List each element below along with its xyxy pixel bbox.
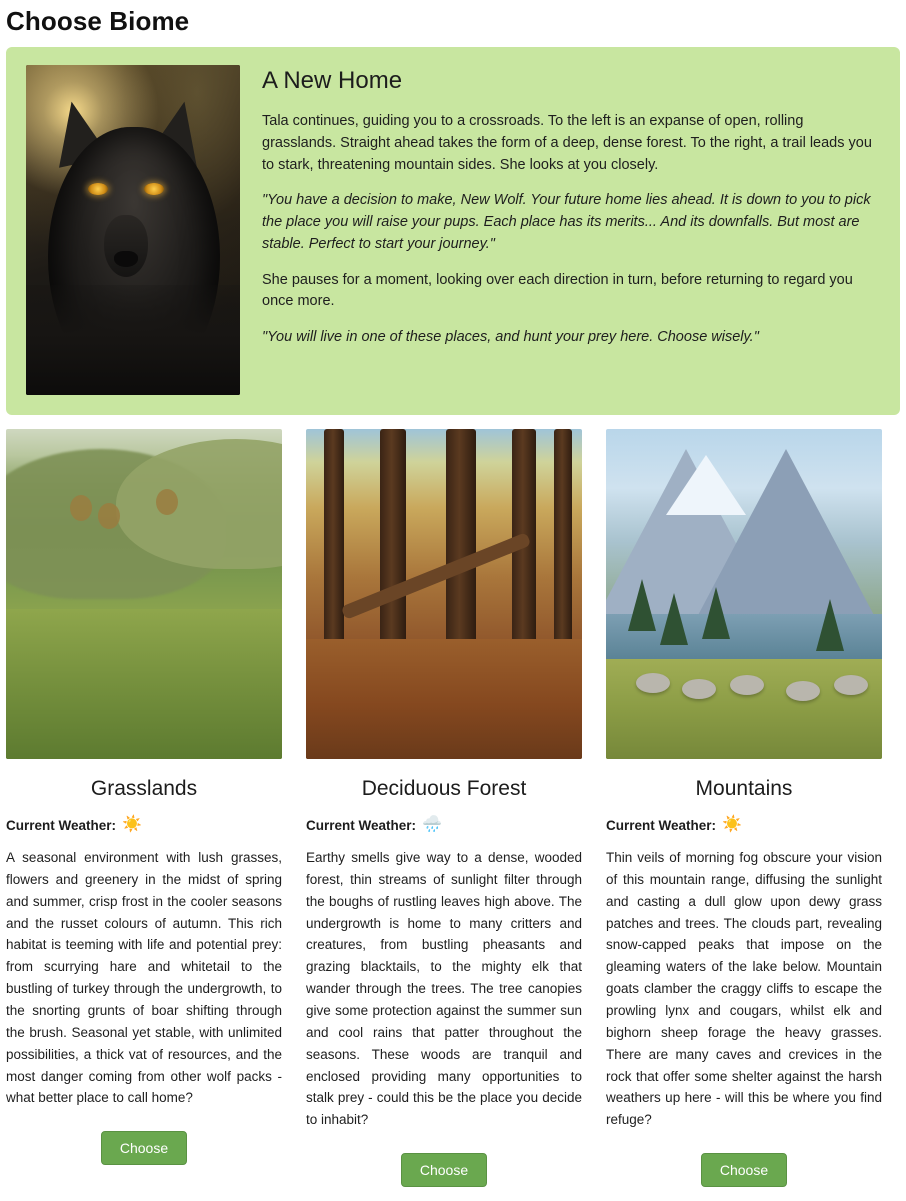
weather-label: Current Weather: bbox=[6, 817, 117, 833]
rain-cloud-icon: 🌧️ bbox=[422, 816, 442, 833]
biome-description-mountains: Thin veils of morning fog obscure your vision of this mountain range, diffusing the sunlight and casting a dull glow upon dewy grass patches and trees. The clouds part, revealing snow-capped peaks that impose on the gleaming waters of the lake below. Mountain goats clamber the craggy cliffs to escape the prowling lynx and cougars, whilst elk and bighorn sheep forage the heavy grasses. There are many caves and crevices in the rock that offer some shelter against the harsh weathers up here - will this be where you find refuge? bbox=[606, 850, 882, 1128]
choose-button-grasslands[interactable]: Choose bbox=[101, 1131, 187, 1165]
grass-field bbox=[6, 609, 282, 759]
mountain-conifer-2 bbox=[660, 593, 688, 645]
intro-paragraph-4: "You will live in one of these places, and hunt your prey here. Choose wisely." bbox=[262, 329, 759, 345]
biome-description-deciduous-forest: Earthy smells give way to a dense, wooded forest, thin streams of sunlight filter through the boughs of rustling leaves high above. The undergrowth is home to many critters and creatures, from bustling pheasants and grazing blacktails, to the mighty elk that wander through the trees. The tree canopies give some protection against the summer sun and cool rains that patter throughout the seasons. These woods are tranquil and enclosed providing many opportunities to stalk prey - could this be the place you decide to inhabit? bbox=[306, 850, 582, 1128]
weather-label: Current Weather: bbox=[306, 817, 417, 833]
choose-button-deciduous-forest[interactable]: Choose bbox=[401, 1153, 487, 1187]
intro-heading: A New Home bbox=[262, 67, 403, 94]
sun-icon: ☀️ bbox=[122, 816, 142, 833]
mountain-conifer-3 bbox=[702, 587, 730, 639]
wolf-eye-right bbox=[144, 183, 164, 195]
intro-panel bbox=[6, 47, 900, 415]
intro-paragraph-1: Tala continues, guiding you to a crossroads. To the left is an expanse of open, rolling grasslands. Straight ahead takes the form of a deep, dense forest. To the right, a trail leads you to stark, threatening mountain sides. She looks at you closely. bbox=[262, 113, 872, 173]
wolf-portrait-image bbox=[26, 65, 240, 395]
intro-paragraph-2: "You have a decision to make, New Wolf. Your future home lies ahead. It is down to you to pick the place you will raise your pups. Each place has its merits... And its downfalls. But most are stable. Perfect to start your journey." bbox=[262, 192, 871, 252]
mountain-rock-2 bbox=[682, 679, 716, 699]
mountain-conifer-1 bbox=[628, 579, 656, 631]
biome-card-grasslands bbox=[6, 429, 282, 1201]
biome-name-deciduous-forest: Deciduous Forest bbox=[361, 777, 527, 800]
mountain-rock-1 bbox=[636, 673, 670, 693]
weather-row-grasslands bbox=[6, 817, 282, 833]
intro-paragraph-3: She pauses for a moment, looking over each direction in turn, before returning to regard you once more. bbox=[262, 271, 853, 310]
weather-row-mountains bbox=[606, 817, 882, 833]
intro-text-block bbox=[262, 65, 880, 363]
biome-card-mountains bbox=[606, 429, 882, 1201]
choose-row-grasslands bbox=[6, 1131, 282, 1179]
sun-icon: ☀️ bbox=[722, 816, 742, 833]
mountain-rock-4 bbox=[786, 681, 820, 701]
choose-button-mountains[interactable]: Choose bbox=[701, 1153, 787, 1187]
biome-name-grasslands: Grasslands bbox=[90, 777, 198, 800]
wolf-nose bbox=[114, 251, 138, 267]
weather-row-deciduous-forest bbox=[306, 817, 582, 833]
mountain-rock-5 bbox=[834, 675, 868, 695]
grass-tree-1 bbox=[70, 495, 92, 521]
forest-fallen-log bbox=[341, 532, 532, 620]
deciduous-forest-image[interactable] bbox=[306, 429, 582, 759]
biome-description-grasslands: A seasonal environment with lush grasses, flowers and greenery in the midst of spring and summer, crisp frost in the cooler seasons and the russet colours of autumn. This rich habitat is teeming with life and potential prey: from scurrying hare and whitetail to the bustling of turkey through the undergrowth, to the snorting grunts of boar shifting through the brush. Seasonal yet stable, with unlimited possibilities, a thick vat of resources, and the most danger coming from other wolf packs - what better place to call home? bbox=[6, 850, 282, 1106]
wolf-ruff bbox=[26, 285, 240, 395]
mountains-image[interactable] bbox=[606, 429, 882, 759]
wolf-eye-left bbox=[88, 183, 108, 195]
mountain-snowcap bbox=[666, 455, 746, 515]
grass-tree-2 bbox=[98, 503, 120, 529]
mountain-rock-3 bbox=[730, 675, 764, 695]
page-title: Choose Biome bbox=[6, 6, 190, 36]
forest-floor bbox=[306, 639, 582, 759]
wolf-muzzle bbox=[104, 215, 148, 277]
choose-row-deciduous-forest bbox=[306, 1153, 582, 1201]
mountain-conifer-4 bbox=[816, 599, 844, 651]
grass-tree-3 bbox=[156, 489, 178, 515]
weather-label: Current Weather: bbox=[606, 817, 717, 833]
grasslands-image[interactable] bbox=[6, 429, 282, 759]
choose-row-mountains bbox=[606, 1153, 882, 1201]
biome-card-deciduous-forest bbox=[306, 429, 582, 1201]
biome-name-mountains: Mountains bbox=[695, 777, 793, 800]
biome-options bbox=[6, 429, 900, 1201]
